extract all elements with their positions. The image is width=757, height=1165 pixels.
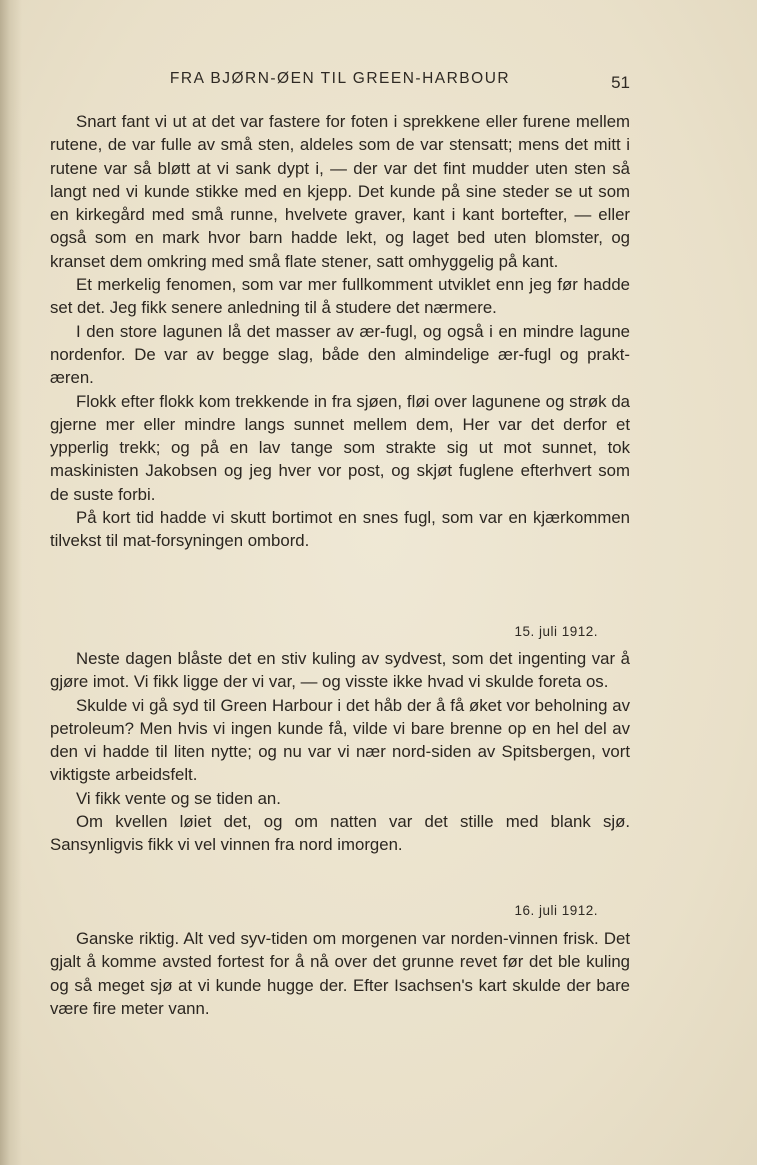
page-header — [50, 70, 630, 96]
running-title: FRA BJØRN-ØEN TIL GREEN-HARBOUR — [169, 70, 511, 87]
paragraph: Vi fikk vente og se tiden an. — [76, 788, 281, 808]
page-number: 51 — [611, 73, 630, 92]
paragraph: Flokk efter flokk kom trekkende in fra sjøen, fløi over lagunene og strøk da gjerne mer eller mindre langs sunnet mellem dem, Her var det derfor et ypperlig trekk; og på en lav tange som strakte sig ut mot sunnet, tok maskinisten Jakobsen og jeg hver vor post, og skjøt fuglene efterhvert som de suste forbi. — [50, 391, 630, 504]
paragraph: Om kvellen løiet det, og om natten var det stille med blank sjø. Sansynligvis fikk vi vel vinnen fra nord imorgen. — [50, 812, 630, 855]
paragraph: Skulde vi gå syd til Green Harbour i det håb der å få øket vor beholning av petroleum? Men hvis vi ingen kunde få, vilde vi bare brenne op en hel del av den vi hadde til liten nytte; og nu var vi nær nord-siden av Spitsbergen, vort viktigste arbeidsfelt. — [50, 695, 630, 785]
binding-shadow — [0, 0, 22, 1165]
paragraph: Ganske riktig. Alt ved syv-tiden om morgenen var norden-vinnen frisk. Det gjalt å komme avsted fortest for å nå over det grunne revet før det ble kuling og så meget sjø at vi kunde hugge der. Efter Isachsen's kart skulde der bare være fire meter vann. — [50, 929, 630, 1018]
dateline-15-juli: 15. juli 1912. — [514, 624, 598, 639]
text-block-2 — [50, 647, 630, 857]
dateline-16-juli: 16. juli 1912. — [514, 903, 598, 918]
paragraph: I den store lagunen lå det masser av ær-fugl, og også i en mindre lagune nordenfor. De var av begge slag, både den almindelige ær-fugl og prakt-æren. — [50, 321, 630, 388]
paragraph: Snart fant vi ut at det var fastere for foten i sprekkene eller furene mellem rutene, de var fulle av små sten, aldeles som de var stensatt; mens det mitt i rutene var så bløtt at vi sank dypt i, — der var det fint mudder uten sten så langt ned vi kunde stikke med en kjepp. Det kunde på sine steder se ut som en kirkegård med små runne, hvelvete graver, kant i kant bortefter, — eller også som en mark hvor barn hadde lekt, og laget bed uten blomster, og kranset dem omkring med små flate stener, satt omhyggelig på kant. — [50, 112, 630, 271]
text-block-3 — [50, 927, 630, 1020]
paragraph: Neste dagen blåste det en stiv kuling av sydvest, som det ingenting var å gjøre imot. Vi fikk ligge der vi var, — og visste ikke hvad vi skulde foreta os. — [50, 649, 630, 692]
text-block-1 — [50, 110, 630, 553]
paragraph: På kort tid hadde vi skutt bortimot en snes fugl, som var en kjærkommen tilvekst til mat-forsyningen ombord. — [50, 508, 630, 551]
paragraph: Et merkelig fenomen, som var mer fullkomment utviklet enn jeg før hadde set det. Jeg fikk senere anledning til å studere det nærmere. — [50, 275, 630, 318]
